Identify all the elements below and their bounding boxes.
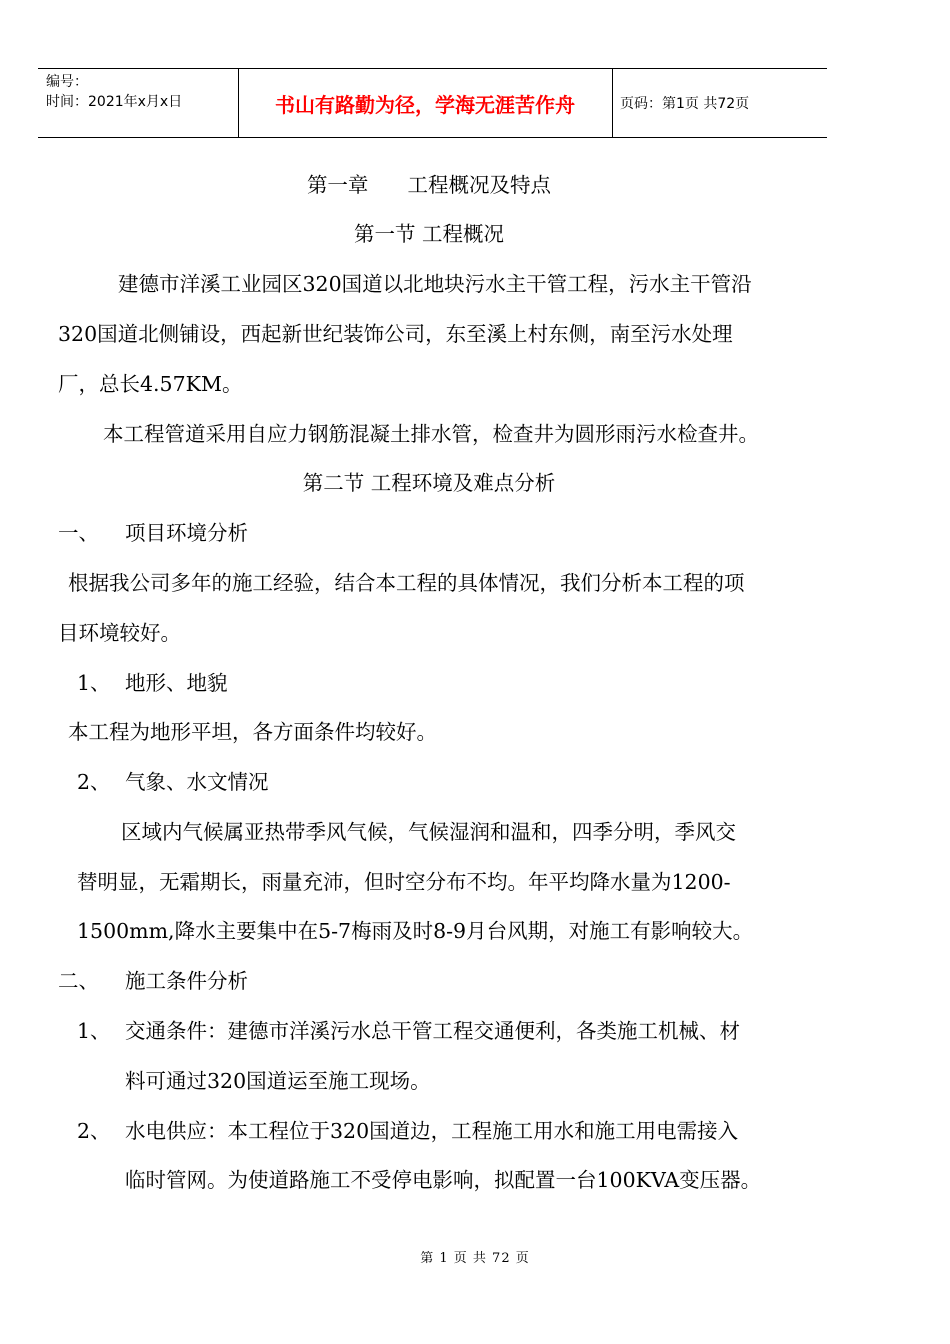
part-title: 施工条件分析 [125, 969, 248, 993]
header-meta [46, 72, 236, 112]
item-number: 1、 [77, 671, 111, 695]
section-title: 第一节 工程概况 [353, 222, 505, 246]
item-title: 气象、水文情况 [125, 770, 269, 794]
part-title: 项目环境分析 [125, 521, 248, 545]
paragraph-line: 本工程为地形平坦，各方面条件均较好。 [68, 720, 437, 744]
header-motto: 书山有路勤为径，学海无涯苦作舟 [275, 92, 575, 117]
item-title: 地形、地貌 [125, 671, 228, 695]
part-number: 一、 [58, 521, 99, 545]
page-footer: 第 1 页 共 72 页 [420, 1251, 530, 1266]
page-header [38, 68, 827, 138]
paragraph-line: 区域内气候属亚热带季风气候，气候湿润和温和，四季分明，季风交 [121, 820, 736, 844]
part-number: 二、 [58, 969, 99, 993]
paragraph-line: 交通条件：建德市洋溪污水总干管工程交通便利，各类施工机械、材 [125, 1019, 740, 1043]
paragraph-line: 水电供应：本工程位于320国道边，工程施工用水和施工用电需接入 [125, 1119, 739, 1143]
item-number: 2、 [77, 770, 111, 794]
paragraph-line: 320国道北侧铺设，西起新世纪装饰公司，东至溪上村东侧，南至污水处理 [58, 322, 733, 346]
paragraph-line: 临时管网。为使道路施工不受停电影响，拟配置一台100KVA变压器。 [125, 1168, 762, 1192]
item-number: 1、 [77, 1019, 111, 1043]
paragraph-line: 建德市洋溪工业园区320国道以北地块污水主干管工程，污水主干管沿 [118, 272, 752, 296]
header-divider [612, 69, 613, 137]
chapter-title: 第一章 工程概况及特点 [306, 173, 552, 197]
number-label: 编号： [46, 74, 88, 90]
item-number: 2、 [77, 1119, 111, 1143]
section-title: 第二节 工程环境及难点分析 [302, 471, 556, 495]
paragraph-line: 根据我公司多年的施工经验，结合本工程的具体情况，我们分析本工程的项 [68, 571, 745, 595]
paragraph-line: 料可通过320国道运至施工现场。 [125, 1069, 431, 1093]
time-label: 时间：2021年x月x日 [46, 94, 183, 110]
paragraph-line: 厂，总长4.57KM。 [58, 372, 243, 396]
paragraph-line: 替明显，无霜期长，雨量充沛，但时空分布不均。年平均降水量为1200- [77, 870, 731, 894]
header-page-label: 页码：第1页 共72页 [620, 96, 750, 112]
paragraph-line: 1500mm,降水主要集中在5-7梅雨及时8-9月台风期，对施工有影响较大。 [77, 919, 754, 943]
paragraph-line: 本工程管道采用自应力钢筋混凝土排水管，检查井为圆形雨污水检查井。 [103, 422, 759, 446]
paragraph-line: 目环境较好。 [58, 621, 181, 645]
